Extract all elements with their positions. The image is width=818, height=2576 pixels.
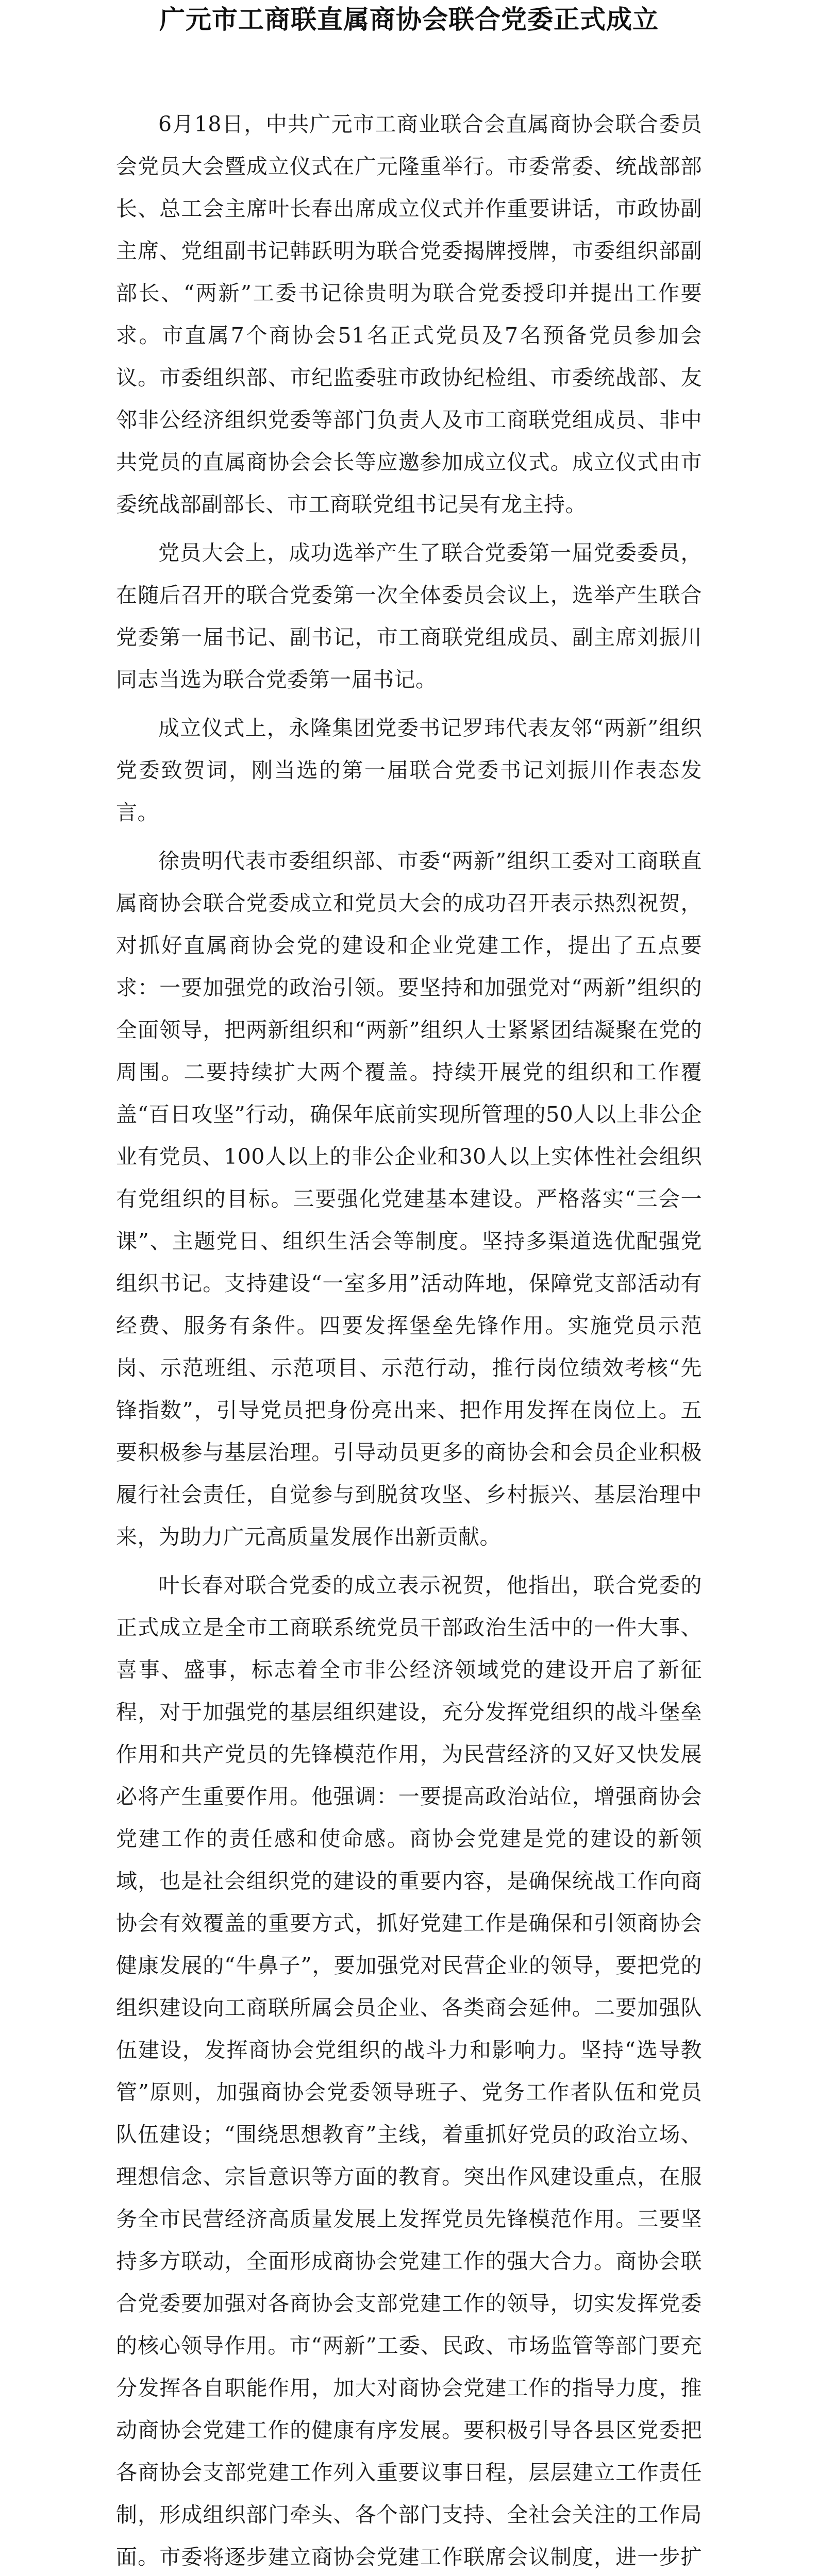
- article-paragraph: 徐贵明代表市委组织部、市委“两新”组织工委对工商联直属商协会联合党委成立和党员大会的成功召开表示热烈祝贺，对抓好直属商协会党的建设和企业党建工作，提出了五点要求：一要加强党的政治引领。要坚持和加强党对“两新”组织的全面领导，把两新组织和“两新”组织人士紧紧团结凝聚在党的周围。二要持续扩大两个覆盖。持续开展党的组织和工作覆盖“百日攻坚”行动，确保年底前实现所管理的50人以上非公企业有党员、100人以上的非公企业和30人以上实体性社会组织有党组织的目标。三要强化党建基本建设。严格落实“三会一课”、主题党日、组织生活会等制度。坚持多渠道选优配强党组织书记。支持建设“一室多用”活动阵地，保障党支部活动有经费、服务有条件。四要发挥堡垒先锋作用。实施党员示范岗、示范班组、示范项目、示范行动，推行岗位绩效考核“先锋指数”，引导党员把身份亮出来、把作用发挥在岗位上。五要积极参与基层治理。引导动员更多的商协会和会员企业积极履行社会责任，自觉参与到脱贫攻坚、乡村振兴、基层治理中来，为助力广元高质量发展作出新贡献。: [116, 849, 702, 1549]
- article-paragraph: 成立仪式上，永隆集团党委书记罗玮代表友邻“两新”组织党委致贺词，刚当选的第一届联合党委书记刘振川作表态发言。: [116, 716, 702, 825]
- article-paragraph: 叶长春对联合党委的成立表示祝贺，他指出，联合党委的正式成立是全市工商联系统党员干部政治生活中的一件大事、喜事、盛事，标志着全市非公经济领域党的建设开启了新征程，对于加强党的基层组织建设，充分发挥党组织的战斗堡垒作用和共产党员的先锋模范作用，为民营经济的又好又快发展必将产生重要作用。他强调：一要提高政治站位，增强商协会党建工作的责任感和使命感。商协会党建是党的建设的新领域，也是社会组织党的建设的重要内容，是确保统战工作向商协会有效覆盖的重要方式，抓好党建工作是确保和引领商协会健康发展的“牛鼻子”，要加强党对民营企业的领导，要把党的组织建设向工商联所属会员企业、各类商会延伸。二要加强队伍建设，发挥商协会党组织的战斗力和影响力。坚持“选导教管”原则，加强商协会党委领导班子、党务工作者队伍和党员队伍建设；“围绕思想教育”主线，着重抓好党员的政治立场、理想信念、宗旨意识等方面的教育。突出作风建设重点，在服务全市民营经济高质量发展上发挥党员先锋模范作用。三要坚持多方联动，全面形成商协会党建工作的强大合力。商协会联合党委要加强对各商协会支部党建工作的领导，切实发挥党委的核心领导作用。市“两新”工委、民政、市场监管等部门要充分发挥各自职能作用，加大对商协会党建工作的指导力度，推动商协会党建工作的健康有序发展。要积极引导各县区党委把各商协会支部党建工作列入重要议事日程，层层建立工作责任制，形成组织部门牵头、各个部门支持、全社会关注的工作局面。市委将逐步建立商协会党建工作联席会议制度，进一步扩: [116, 1573, 702, 2569]
- article-paragraph: 党员大会上，成功选举产生了联合党委第一届党委委员，在随后召开的联合党委第一次全体委员会议上，选举产生联合党委第一届书记、副书记，市工商联党组成员、副主席刘振川同志当选为联合党委第一届书记。: [116, 540, 702, 692]
- article-paragraph: 6月18日，中共广元市工商业联合会直属商协会联合委员会党员大会暨成立仪式在广元隆重举行。市委常委、统战部部长、总工会主席叶长春出席成立仪式并作重要讲话，市政协副主席、党组副书记韩跃明为联合党委揭牌授牌，市委组织部副部长、“两新”工委书记徐贵明为联合党委授印并提出工作要求。市直属7个商协会51名正式党员及7名预备党员参加会议。市委组织部、市纪监委驻市政协纪检组、市委统战部、友邻非公经济组织党委等部门负责人及市工商联党组成员、非中共党员的直属商协会会长等应邀参加成立仪式。成立仪式由市委统战部副部长、市工商联党组书记吴有龙主持。: [116, 112, 702, 517]
- article-title: 广元市工商联直属商协会联合党委正式成立: [159, 5, 659, 35]
- article-body: [116, 103, 702, 2576]
